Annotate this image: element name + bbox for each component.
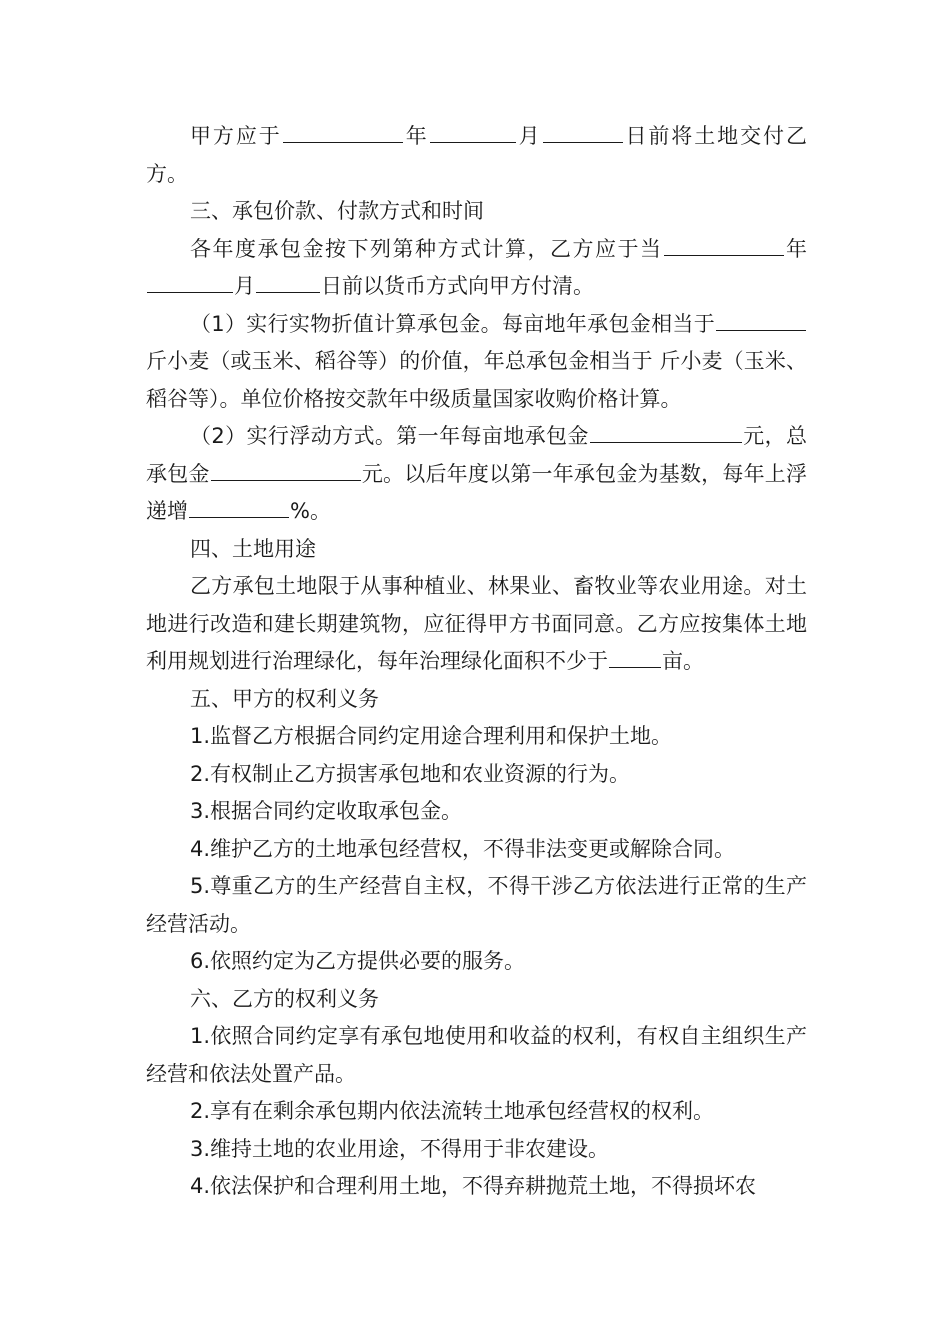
party-a-item-2: 2.有权制止乙方损害承包地和农业资源的行为。 [190, 761, 631, 786]
year-blank [664, 234, 784, 256]
wheat-amount-blank [716, 309, 806, 331]
party-b-item-1: 1.依照合同约定享有承包地使用和收益的权利，有权自主组织生产经营和依法处置产品。 [146, 1024, 807, 1086]
party-b-item-4: 4.依法保护和合理利用土地，不得弃耕抛荒土地，不得损坏农 [190, 1174, 757, 1198]
party-a-item-1: 1.监督乙方根据合同约定用途合理利用和保护土地。 [190, 724, 673, 748]
in-kind-clause: （1）实行实物折值计算承包金。每亩地年承包金相当于斤小麦（或玉米、稻谷等）的价值，年总承包金相当于 斤小麦（玉米、稻谷等）。单位价格按交款年中级质量国家收购价格计算。 [146, 306, 807, 419]
section-heading-6: 六、乙方的权利义务 [190, 986, 379, 1011]
payment-clause: 各年度承包金按下列第种方式计算，乙方应于当 年月 日前以货币方式向甲方付清。 [146, 231, 807, 306]
year-blank [283, 121, 403, 143]
increase-rate-blank [189, 496, 289, 518]
per-mu-amount-blank [590, 421, 742, 443]
land-use-clause: 乙方承包土地限于从事种植业、林果业、畜牧业等农业用途。对土地进行改造和建长期建筑物，应征得甲方书面同意。乙方应按集体土地利用规划进行治理绿化，每年治理绿化面积不少于 亩。 [146, 574, 807, 673]
total-amount-blank [211, 459, 361, 481]
section-heading-5: 五、甲方的权利义务 [190, 686, 379, 711]
delivery-date-clause: 甲方应于 年 月 日前将土地交付乙方。 [146, 118, 807, 193]
month-blank [430, 121, 516, 143]
day-blank [543, 121, 623, 143]
area-blank [609, 646, 661, 668]
section-heading-4: 四、土地用途 [190, 536, 316, 561]
party-a-item-3: 3.根据合同约定收取承包金。 [190, 799, 463, 823]
party-b-item-2: 2.享有在剩余承包期内依法流转土地承包经营权的权利。 [190, 1099, 715, 1123]
party-a-item-6: 6.依照约定为乙方提供必要的服务。 [190, 949, 526, 973]
party-a-item-5: 5.尊重乙方的生产经营自主权，不得干涉乙方依法进行正常的生产经营活动。 [146, 874, 807, 936]
party-b-item-3: 3.维持土地的农业用途，不得用于非农建设。 [190, 1136, 610, 1161]
month-blank [147, 271, 233, 293]
floating-clause: （2）实行浮动方式。第一年每亩地承包金 元，总承包金 元。以后年度以第一年承包金为基数，每年上浮递增 %。 [146, 418, 807, 531]
day-blank [256, 271, 320, 293]
party-a-item-4: 4.维护乙方的土地承包经营权，不得非法变更或解除合同。 [190, 836, 736, 861]
section-heading-3: 三、承包价款、付款方式和时间 [190, 199, 484, 223]
